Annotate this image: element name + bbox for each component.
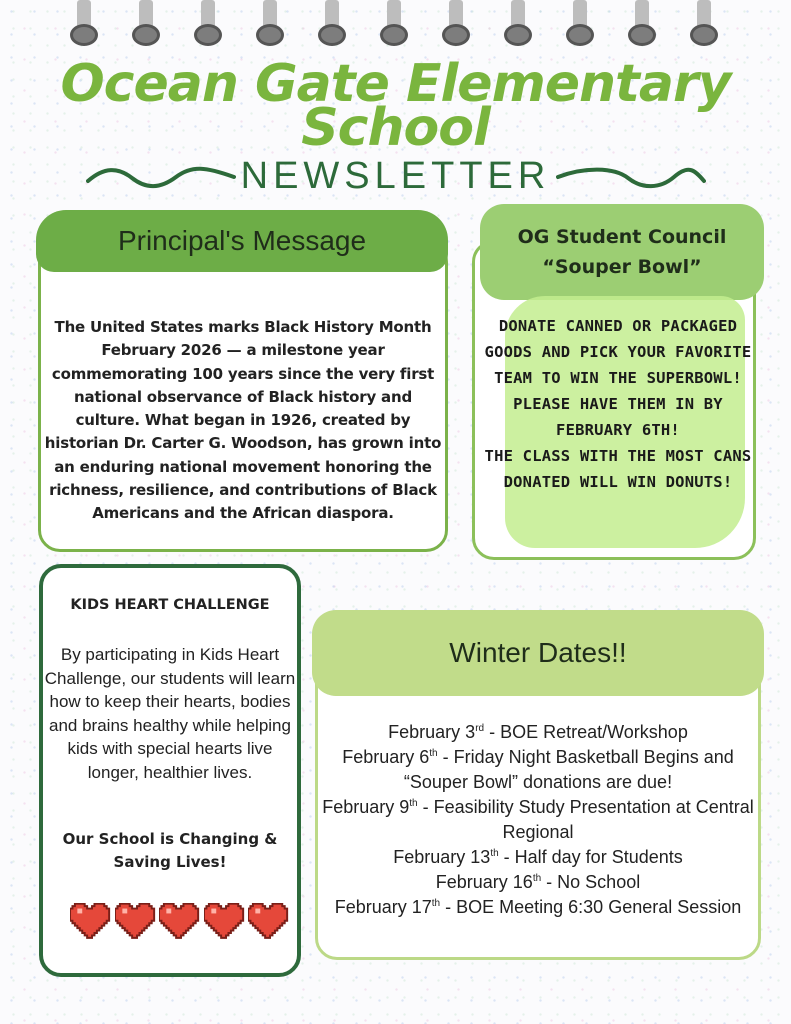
winter-date-item bbox=[315, 870, 761, 895]
right-squiggle-icon bbox=[556, 165, 706, 191]
council-text bbox=[480, 313, 756, 495]
winter-date-suffix: th bbox=[532, 873, 542, 884]
school-name-line1: Ocean Gate Elementary bbox=[60, 54, 731, 114]
winter-date-text: - Half day for Students bbox=[498, 847, 683, 867]
council-text-line2: PLEASE HAVE THEM IN BY FEBRUARY 6TH! bbox=[513, 395, 723, 439]
winter-date-day: February 17 bbox=[334, 897, 432, 917]
binding-ring-icon bbox=[442, 0, 470, 48]
winter-date-item bbox=[315, 745, 761, 795]
winter-date-day: February 16 bbox=[435, 872, 533, 892]
winter-date-text: - Friday Night Basketball Begins and “Souper Bowl” donations are due! bbox=[403, 747, 734, 792]
binding-ring-icon bbox=[70, 0, 98, 48]
binding-ring-icon bbox=[380, 0, 408, 48]
kids-heart-callout: Our School is Changing & Saving Lives! bbox=[62, 830, 278, 871]
winter-dates-list bbox=[315, 720, 761, 920]
winter-date-suffix: th bbox=[409, 798, 418, 809]
winter-date-suffix: th bbox=[431, 898, 441, 909]
pixel-heart-icon bbox=[159, 903, 201, 941]
binding-ring-icon bbox=[194, 0, 222, 48]
pixel-heart-icon bbox=[248, 903, 290, 941]
winter-heading: Winter Dates!! bbox=[312, 610, 764, 696]
newsletter-heading: NEWSLETTER bbox=[240, 155, 551, 197]
pixel-heart-icon bbox=[204, 903, 246, 941]
council-text-line1: DONATE CANNED OR PACKAGED GOODS AND PICK YOUR FAVORITE TEAM TO WIN THE SUPERBOWL! bbox=[484, 317, 752, 387]
winter-date-day: February 13 bbox=[393, 847, 491, 867]
spiral-binding bbox=[70, 0, 720, 52]
winter-date-suffix: th bbox=[490, 848, 499, 859]
council-title-line2: “Souper Bowl” bbox=[542, 256, 702, 278]
newsletter-banner bbox=[0, 155, 791, 199]
winter-date-suffix: rd bbox=[475, 723, 485, 734]
school-name-line2: School bbox=[301, 98, 490, 158]
winter-date-text: - No School bbox=[541, 872, 641, 892]
winter-date-item bbox=[315, 795, 761, 845]
winter-date-item bbox=[315, 720, 761, 745]
binding-ring-icon bbox=[690, 0, 718, 48]
winter-date-suffix: th bbox=[429, 748, 438, 759]
winter-date-text: - BOE Meeting 6:30 General Session bbox=[440, 897, 742, 917]
kids-heart-text: By participating in Kids Heart Challenge, our students will learn how to keep their hearts, bodies and brains healthy while helping kids with special hearts live longer, healthier lives. bbox=[44, 645, 296, 782]
pixel-heart-icon bbox=[115, 903, 157, 941]
pixel-heart-icon bbox=[70, 903, 112, 941]
winter-date-item bbox=[315, 845, 761, 870]
binding-ring-icon bbox=[504, 0, 532, 48]
winter-date-day: February 9 bbox=[322, 797, 410, 817]
winter-date-day: February 6 bbox=[342, 747, 430, 767]
winter-date-day: February 3 bbox=[388, 722, 476, 742]
principal-message-text: The United States marks Black History Month February 2026 — a milestone year commemorating 100 years since the very first national observance of Black history and culture. What began in 1926, created by historian Dr. Carter G. Woodson, has grown into an enduring national movement honoring the richness, resilience, and contributions of Black Americans and the African diaspora. bbox=[44, 318, 442, 523]
principal-heading: Principal's Message bbox=[36, 210, 448, 272]
council-title-line1: OG Student Council bbox=[517, 226, 727, 248]
winter-date-text: - BOE Retreat/Workshop bbox=[484, 722, 688, 742]
winter-date-item bbox=[315, 895, 761, 920]
winter-date-text: - Feasibility Study Presentation at Central Regional bbox=[417, 797, 754, 842]
kids-heart-title: KIDS HEART CHALLENGE bbox=[70, 597, 270, 613]
binding-ring-icon bbox=[318, 0, 346, 48]
binding-ring-icon bbox=[256, 0, 284, 48]
binding-ring-icon bbox=[628, 0, 656, 48]
binding-ring-icon bbox=[132, 0, 160, 48]
council-heading bbox=[480, 204, 764, 300]
binding-ring-icon bbox=[566, 0, 594, 48]
hearts-row bbox=[70, 903, 290, 945]
council-text-line3: THE CLASS WITH THE MOST CANS DONATED WILL WIN DONUTS! bbox=[484, 447, 752, 491]
